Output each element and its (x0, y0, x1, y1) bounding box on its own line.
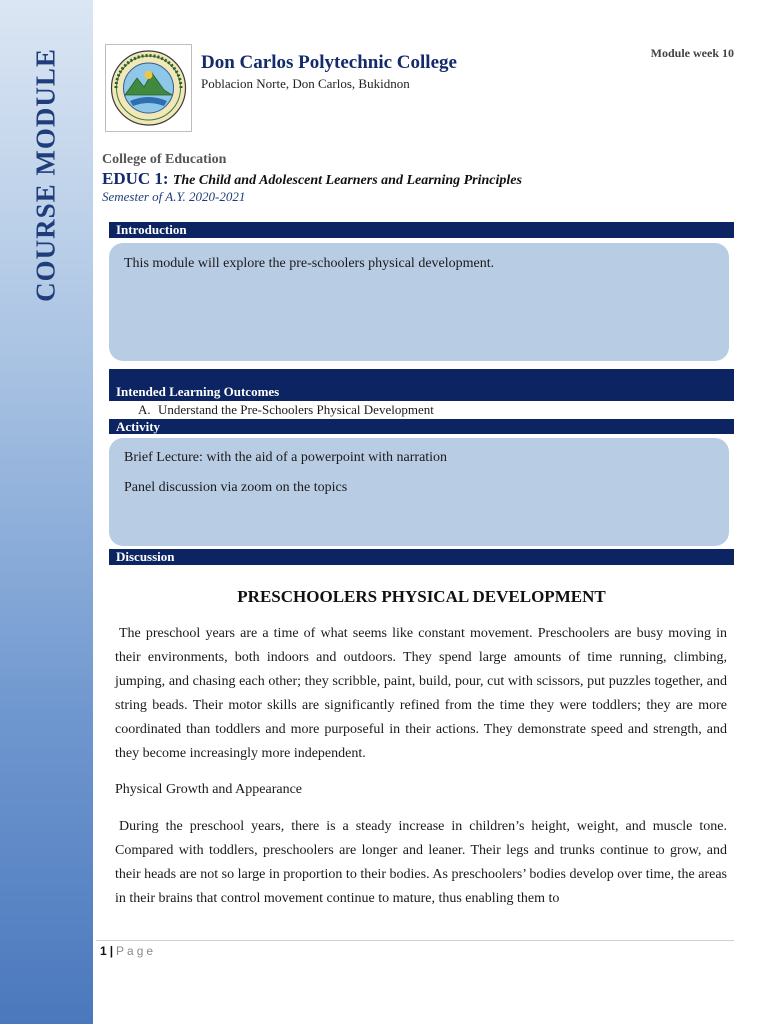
body-paragraph: The preschool years are a time of what seems like constant movement. Preschoolers are busy moving in their environments, both indoors and outdoors. They spend large amounts of time running, climbing, jumping, and chasing each other; they scribble, paint, build, pour, cut with scissors, put puzzles together, and string beads. Their motor skills are significantly refined from the time they were toddlers; they are more coordinated than toddlers and more purposeful in their actions. They demonstrate speed and strength, and they become increasingly more independent. (115, 626, 727, 761)
introduction-label: Introduction (116, 222, 187, 237)
module-week: Module week 10 (650, 46, 734, 60)
course-title-line (102, 169, 522, 189)
page-number: 1 (100, 944, 107, 958)
introduction-text: This module will explore the pre-schoolers physical development. (124, 256, 495, 271)
activity-label: Activity (116, 419, 161, 434)
ilo-item-marker: A. (138, 402, 151, 417)
college-name: Don Carlos Polytechnic College (201, 52, 457, 73)
activity-panel (109, 438, 729, 546)
activity-line: Panel discussion via zoom on the topics (124, 480, 348, 495)
discussion-label: Discussion (116, 549, 175, 564)
course-title: The Child and Adolescent Learners and Learning Principles (172, 173, 522, 188)
sidebar-band (0, 0, 93, 1024)
semester-label: Semester of A.Y. 2020-2021 (102, 189, 246, 204)
ilo-item (138, 402, 434, 418)
discussion-header (109, 549, 734, 565)
subheading: Physical Growth and Appearance (115, 782, 302, 797)
course-code: EDUC 1: (102, 169, 169, 188)
college-seal-icon (106, 45, 191, 131)
section-heading: PRESCHOOLERS PHYSICAL DEVELOPMENT (237, 587, 606, 606)
sidebar-title: COURSE MODULE (30, 48, 61, 302)
college-logo (105, 44, 192, 132)
footer-divider (96, 940, 734, 941)
ilo-header (109, 369, 734, 401)
activity-line: Brief Lecture: with the aid of a powerpoint with narration (124, 450, 448, 465)
ilo-label: Intended Learning Outcomes (116, 384, 280, 399)
page-label: Page (116, 944, 157, 958)
activity-header (109, 419, 734, 434)
body-paragraph: During the preschool years, there is a steady increase in children’s height, weight, and muscle tone. Compared with toddlers, preschoolers are longer and leaner. Their legs and trunks continue to grow, and their heads are not so large in proportion to their bodies. As preschoolers’ bodies develop over time, the areas in their brains that control movement continue to mature, thus enabling them to (115, 819, 727, 906)
ilo-item-text: Understand the Pre-Schoolers Physical Development (158, 402, 434, 417)
introduction-header (109, 222, 734, 238)
department-label: College of Education (102, 152, 227, 167)
college-address: Poblacion Norte, Don Carlos, Bukidnon (201, 76, 410, 91)
introduction-panel (109, 243, 729, 361)
page-separator: | (109, 944, 114, 958)
page-footer (100, 944, 156, 958)
